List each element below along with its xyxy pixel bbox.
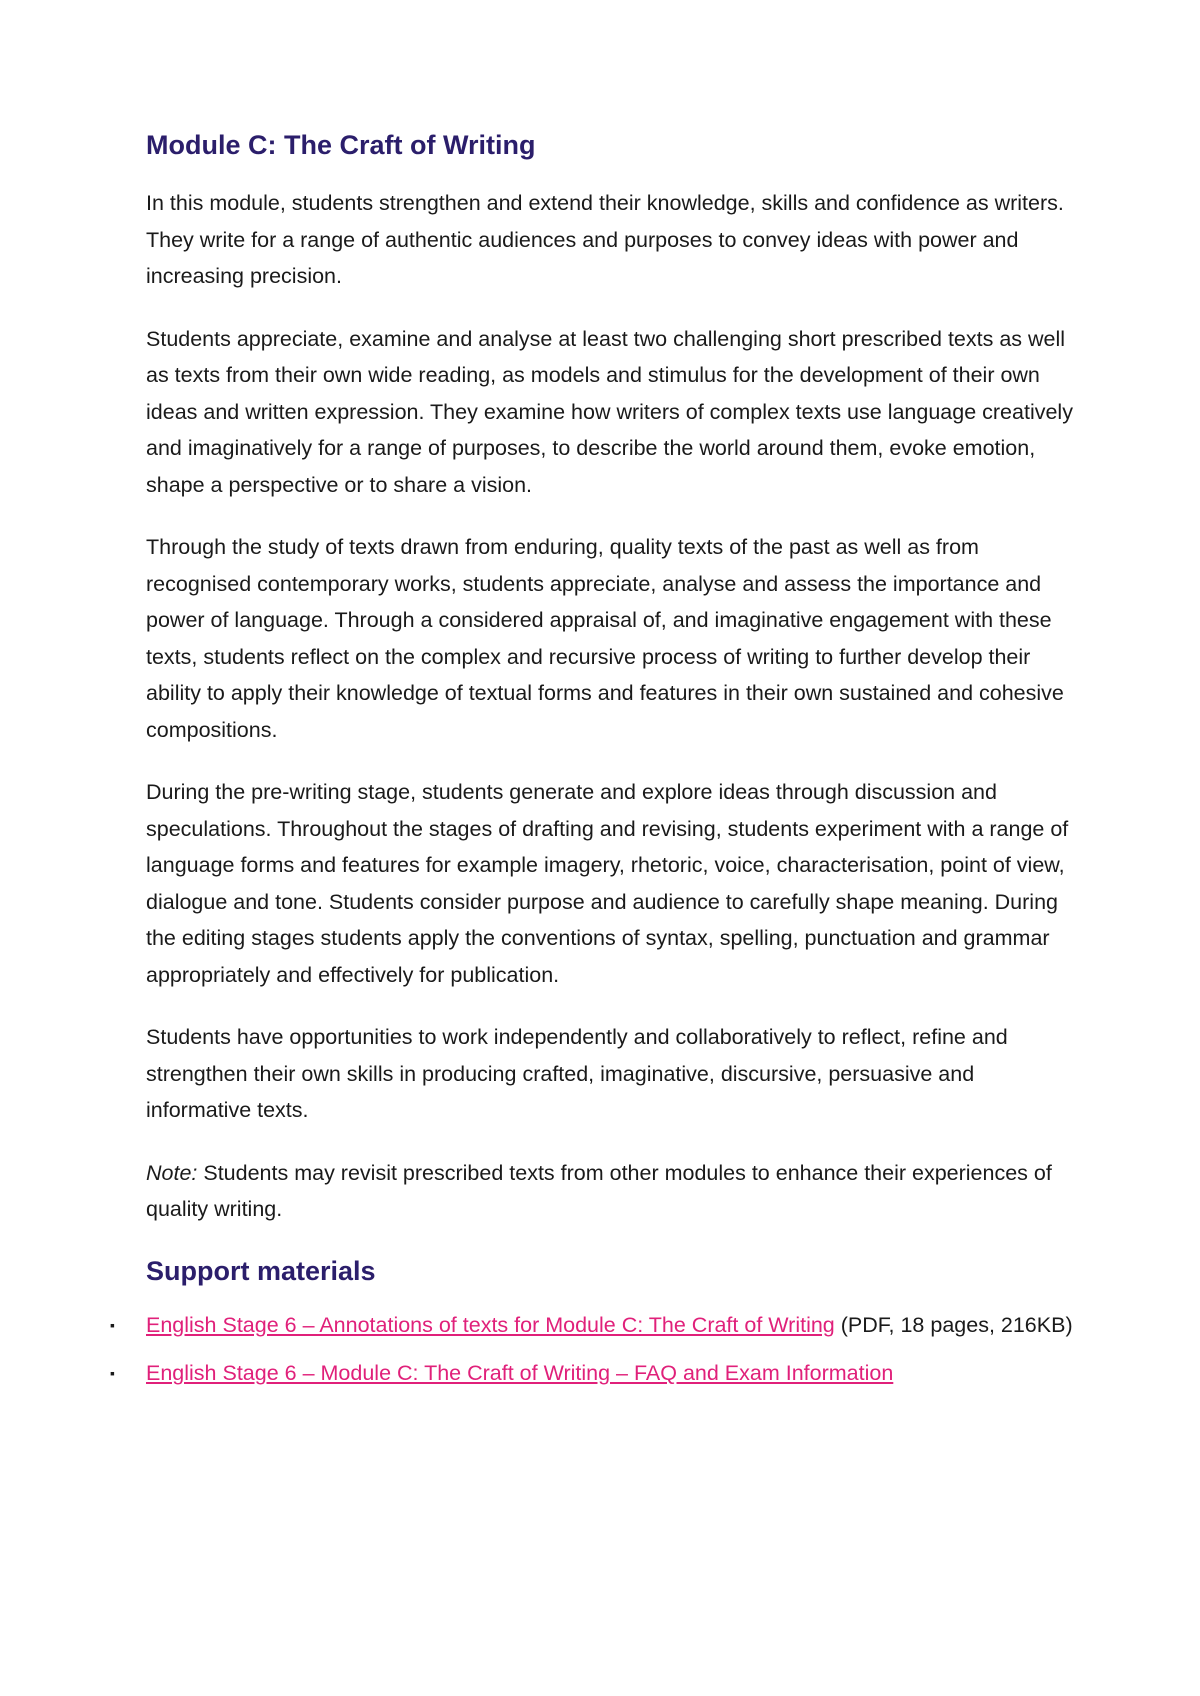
note-text: Students may revisit prescribed texts from other modules to enhance their experiences of quality writing.	[146, 1160, 1052, 1222]
support-materials-list	[110, 1307, 1076, 1392]
paragraph-note	[146, 1155, 1076, 1228]
paragraph-writing-stages: During the pre-writing stage, students generate and explore ideas through discussion and speculations. Throughout the stages of drafting and revising, students experiment with a range of language forms and features for example imagery, rhetoric, voice, characterisation, point of view, dialogue and tone. Students consider purpose and audience to carefully shape meaning. During the editing stages students apply the conventions of syntax, spelling, punctuation and grammar appropriately and effectively for publication.	[146, 780, 1069, 987]
faq-exam-info-link[interactable]: English Stage 6 – Module C: The Craft of Writing – FAQ and Exam Information	[146, 1361, 894, 1386]
document-page	[110, 128, 1076, 1404]
page-title: Module C: The Craft of Writing	[146, 130, 536, 160]
paragraph-study-of-texts: Through the study of texts drawn from enduring, quality texts of the past as well as from recognised contemporary works, students appreciate, analyse and assess the importance and power of language. Through a considered appraisal of, and imaginative engagement with these texts, students reflect on the complex and recursive process of writing to further develop their ability to apply their knowledge of textual forms and features in their own sustained and cohesive compositions.	[146, 535, 1064, 742]
bullet-icon: ▪	[110, 1316, 115, 1333]
paragraph-opportunities: Students have opportunities to work independently and collaboratively to reflect, refine and strengthen their own skills in producing crafted, imaginative, discursive, persuasive and informative texts.	[146, 1025, 1008, 1123]
annotations-pdf-info: (PDF, 18 pages, 216KB)	[834, 1312, 1073, 1337]
note-label: Note:	[146, 1160, 198, 1185]
paragraph-intro: In this module, students strengthen and extend their knowledge, skills and confidence as writers. They write for a range of authentic audiences and purposes to convey ideas with power and increasing precision.	[146, 191, 1064, 289]
annotations-pdf-link[interactable]: English Stage 6 – Annotations of texts for Module C: The Craft of Writing	[146, 1312, 835, 1337]
paragraph-prescribed-texts: Students appreciate, examine and analyse at least two challenging short prescribed texts as well as texts from their own wide reading, as models and stimulus for the development of their own ideas and written expression. They examine how writers of complex texts use language creatively and imaginatively for a range of purposes, to describe the world around them, evoke emotion, shape a perspective or to share a vision.	[146, 326, 1073, 497]
list-item	[110, 1307, 1076, 1344]
list-item	[110, 1355, 1076, 1392]
bullet-icon: ▪	[110, 1365, 115, 1382]
support-materials-heading: Support materials	[146, 1255, 376, 1286]
